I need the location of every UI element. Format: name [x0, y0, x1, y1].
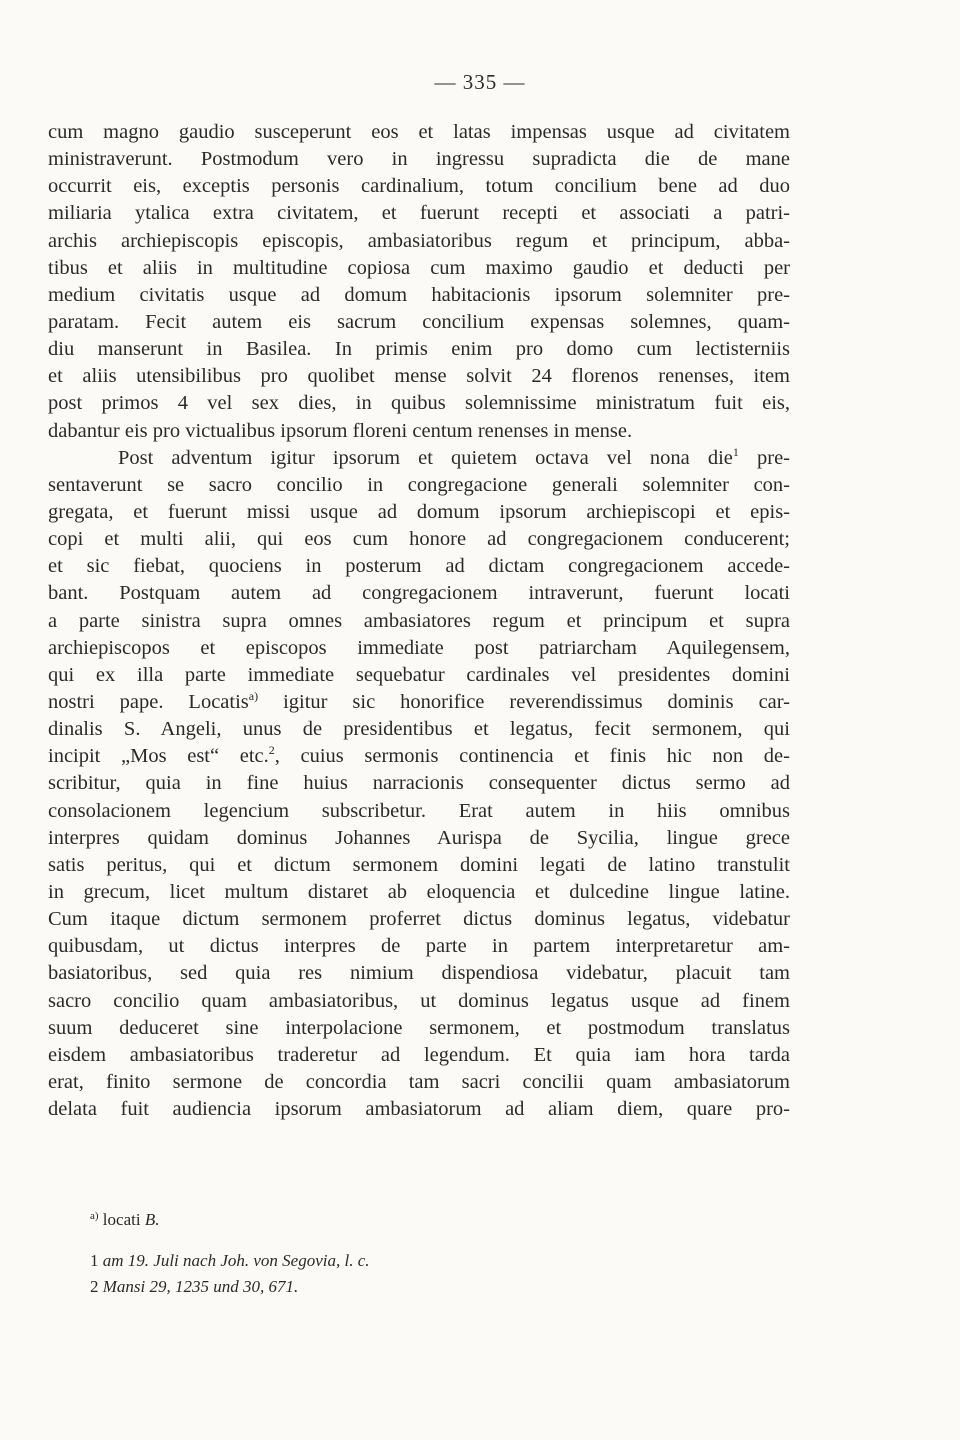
footnote-text: am 19. Juli nach Joh. von Segovia, l. c. — [98, 1251, 370, 1270]
text-line: occurrit eis, exceptis personis cardinalium, totum concilium bene ad duo — [48, 175, 790, 198]
text-line: et aliis utensibilibus pro quolibet mense solvit 24 florenos renenses, item — [48, 365, 790, 388]
text-line: interpres quidam dominus Johannes Aurispa de Sycilia, lingue grece — [48, 826, 790, 849]
text-line: quibusdam, ut dictus interpres de parte in partem interpretaretur am- — [48, 935, 790, 958]
text-line: ministraverunt. Postmodum vero in ingressu supradicta die de mane — [48, 148, 790, 171]
text-span: igitur sic honorifice reverendissimus dominis car- — [258, 690, 791, 713]
text-line: diu manserunt in Basilea. In primis enim pro domo cum lectisterniis — [48, 338, 790, 361]
text-line: dabantur eis pro victualibus ipsorum floreni centum renenses in mense. — [48, 419, 633, 442]
text-line: delata fuit audiencia ipsorum ambasiatorum ad aliam diem, quare pro- — [48, 1098, 790, 1121]
text-line: scribitur, quia in fine huius narracionis consequenter dictus sermo ad — [48, 772, 790, 795]
footnote-1 — [90, 1248, 690, 1274]
footnote-ref-a: a) — [248, 688, 259, 703]
text-line: copi et multi alii, qui eos cum honore ad congregacionem conducerent; — [48, 528, 790, 551]
text-span: Post adventum igitur ipsorum et quietem octava vel nona die — [118, 446, 733, 469]
text-span: nostri pape. Locatis — [48, 690, 249, 713]
text-line — [48, 445, 790, 472]
text-line: eisdem ambasiatoribus traderetur ad legendum. Et quia iam hora tarda — [48, 1043, 790, 1066]
text-span: incipit „Mos est“ etc. — [48, 745, 269, 768]
text-line: cum magno gaudio susceperunt eos et latas impensas usque ad civitatem — [48, 121, 790, 143]
text-line: satis peritus, qui et dictum sermonem domini legati de latino transtulit — [48, 853, 790, 876]
text-line: bant. Postquam autem ad congregacionem intraverunt, fuerunt locati — [48, 582, 790, 605]
footnote-line — [90, 1207, 690, 1233]
text-line: in grecum, licet multum distaret ab eloquencia et dulcedine lingue latine. — [48, 880, 790, 903]
text-line: erat, finito sermone de concordia tam sacri concilii quam ambasiatorum — [48, 1070, 790, 1093]
text-line: medium civitatis usque ad domum habitacionis ipsorum solemniter pre- — [48, 283, 790, 306]
numbered-footnotes — [90, 1248, 690, 1300]
footnote-marker: 2 — [90, 1277, 99, 1296]
footnote-marker: 1 — [90, 1251, 99, 1270]
text-line: archiepiscopos et episcopos immediate post patriarcham Aquilegensem, — [48, 636, 790, 659]
text-line: et sic fiebat, quociens in posterum ad dictam congregacionem accede- — [48, 555, 790, 578]
text-line: consolacionem legencium subscribetur. Erat autem in hiis omnibus — [48, 799, 790, 822]
footnote-ref-1: 1 — [732, 444, 739, 459]
text-line: a parte sinistra supra omnes ambasiatores regum et principum et supra — [48, 609, 790, 632]
text-line — [48, 689, 790, 716]
footnote-2 — [90, 1274, 690, 1300]
text-line: sentaverunt se sacro concilio in congregacione generali solemniter con- — [48, 473, 790, 496]
text-line: Cum itaque dictum sermonem proferret dictus dominus legatus, videbatur — [48, 908, 790, 931]
text-line — [48, 743, 790, 770]
footnote-source: B. — [144, 1210, 160, 1229]
text-line: miliaria ytalica extra civitatem, et fuerunt recepti et associati a patri- — [48, 202, 790, 225]
text-span: pre- — [738, 446, 790, 469]
text-line: archis archiepiscopis episcopis, ambasiatoribus regum et principum, abba- — [48, 229, 790, 252]
text-line: tibus et aliis in multitudine copiosa cum maximo gaudio et deducti per — [48, 256, 790, 279]
footnote-a — [90, 1207, 690, 1233]
text-line: gregata, et fuerunt missi usque ad domum ipsorum archiepiscopi et epis- — [48, 500, 790, 523]
text-line: suum deduceret sine interpolacione sermonem, et postmodum translatus — [48, 1016, 790, 1039]
text-line: paratam. Fecit autem eis sacrum concilium expensas solemnes, quam- — [48, 310, 790, 333]
footnote-marker: a) — [90, 1210, 99, 1222]
footnote-text: locati — [98, 1210, 145, 1229]
text-line: dinalis S. Angeli, unus de presidentibus et legatus, fecit sermonem, qui — [48, 718, 790, 741]
text-line: sacro concilio quam ambasiatoribus, ut dominus legatus usque ad finem — [48, 989, 790, 1012]
main-text — [48, 119, 790, 1123]
page-number: — 335 — — [434, 70, 526, 94]
footnote-ref-2: 2 — [268, 743, 275, 758]
footnote-text: Mansi 29, 1235 und 30, 671. — [98, 1277, 299, 1296]
text-line: post primos 4 vel sex dies, in quibus solemnissime ministratum fuit eis, — [48, 392, 790, 415]
text-line: basiatoribus, sed quia res nimium dispendiosa videbatur, placuit tam — [48, 962, 790, 985]
text-span: , cuius sermonis continencia et finis hic non de- — [274, 745, 790, 768]
text-line: qui ex illa parte immediate sequebatur cardinales vel presidentes domini — [48, 663, 790, 686]
